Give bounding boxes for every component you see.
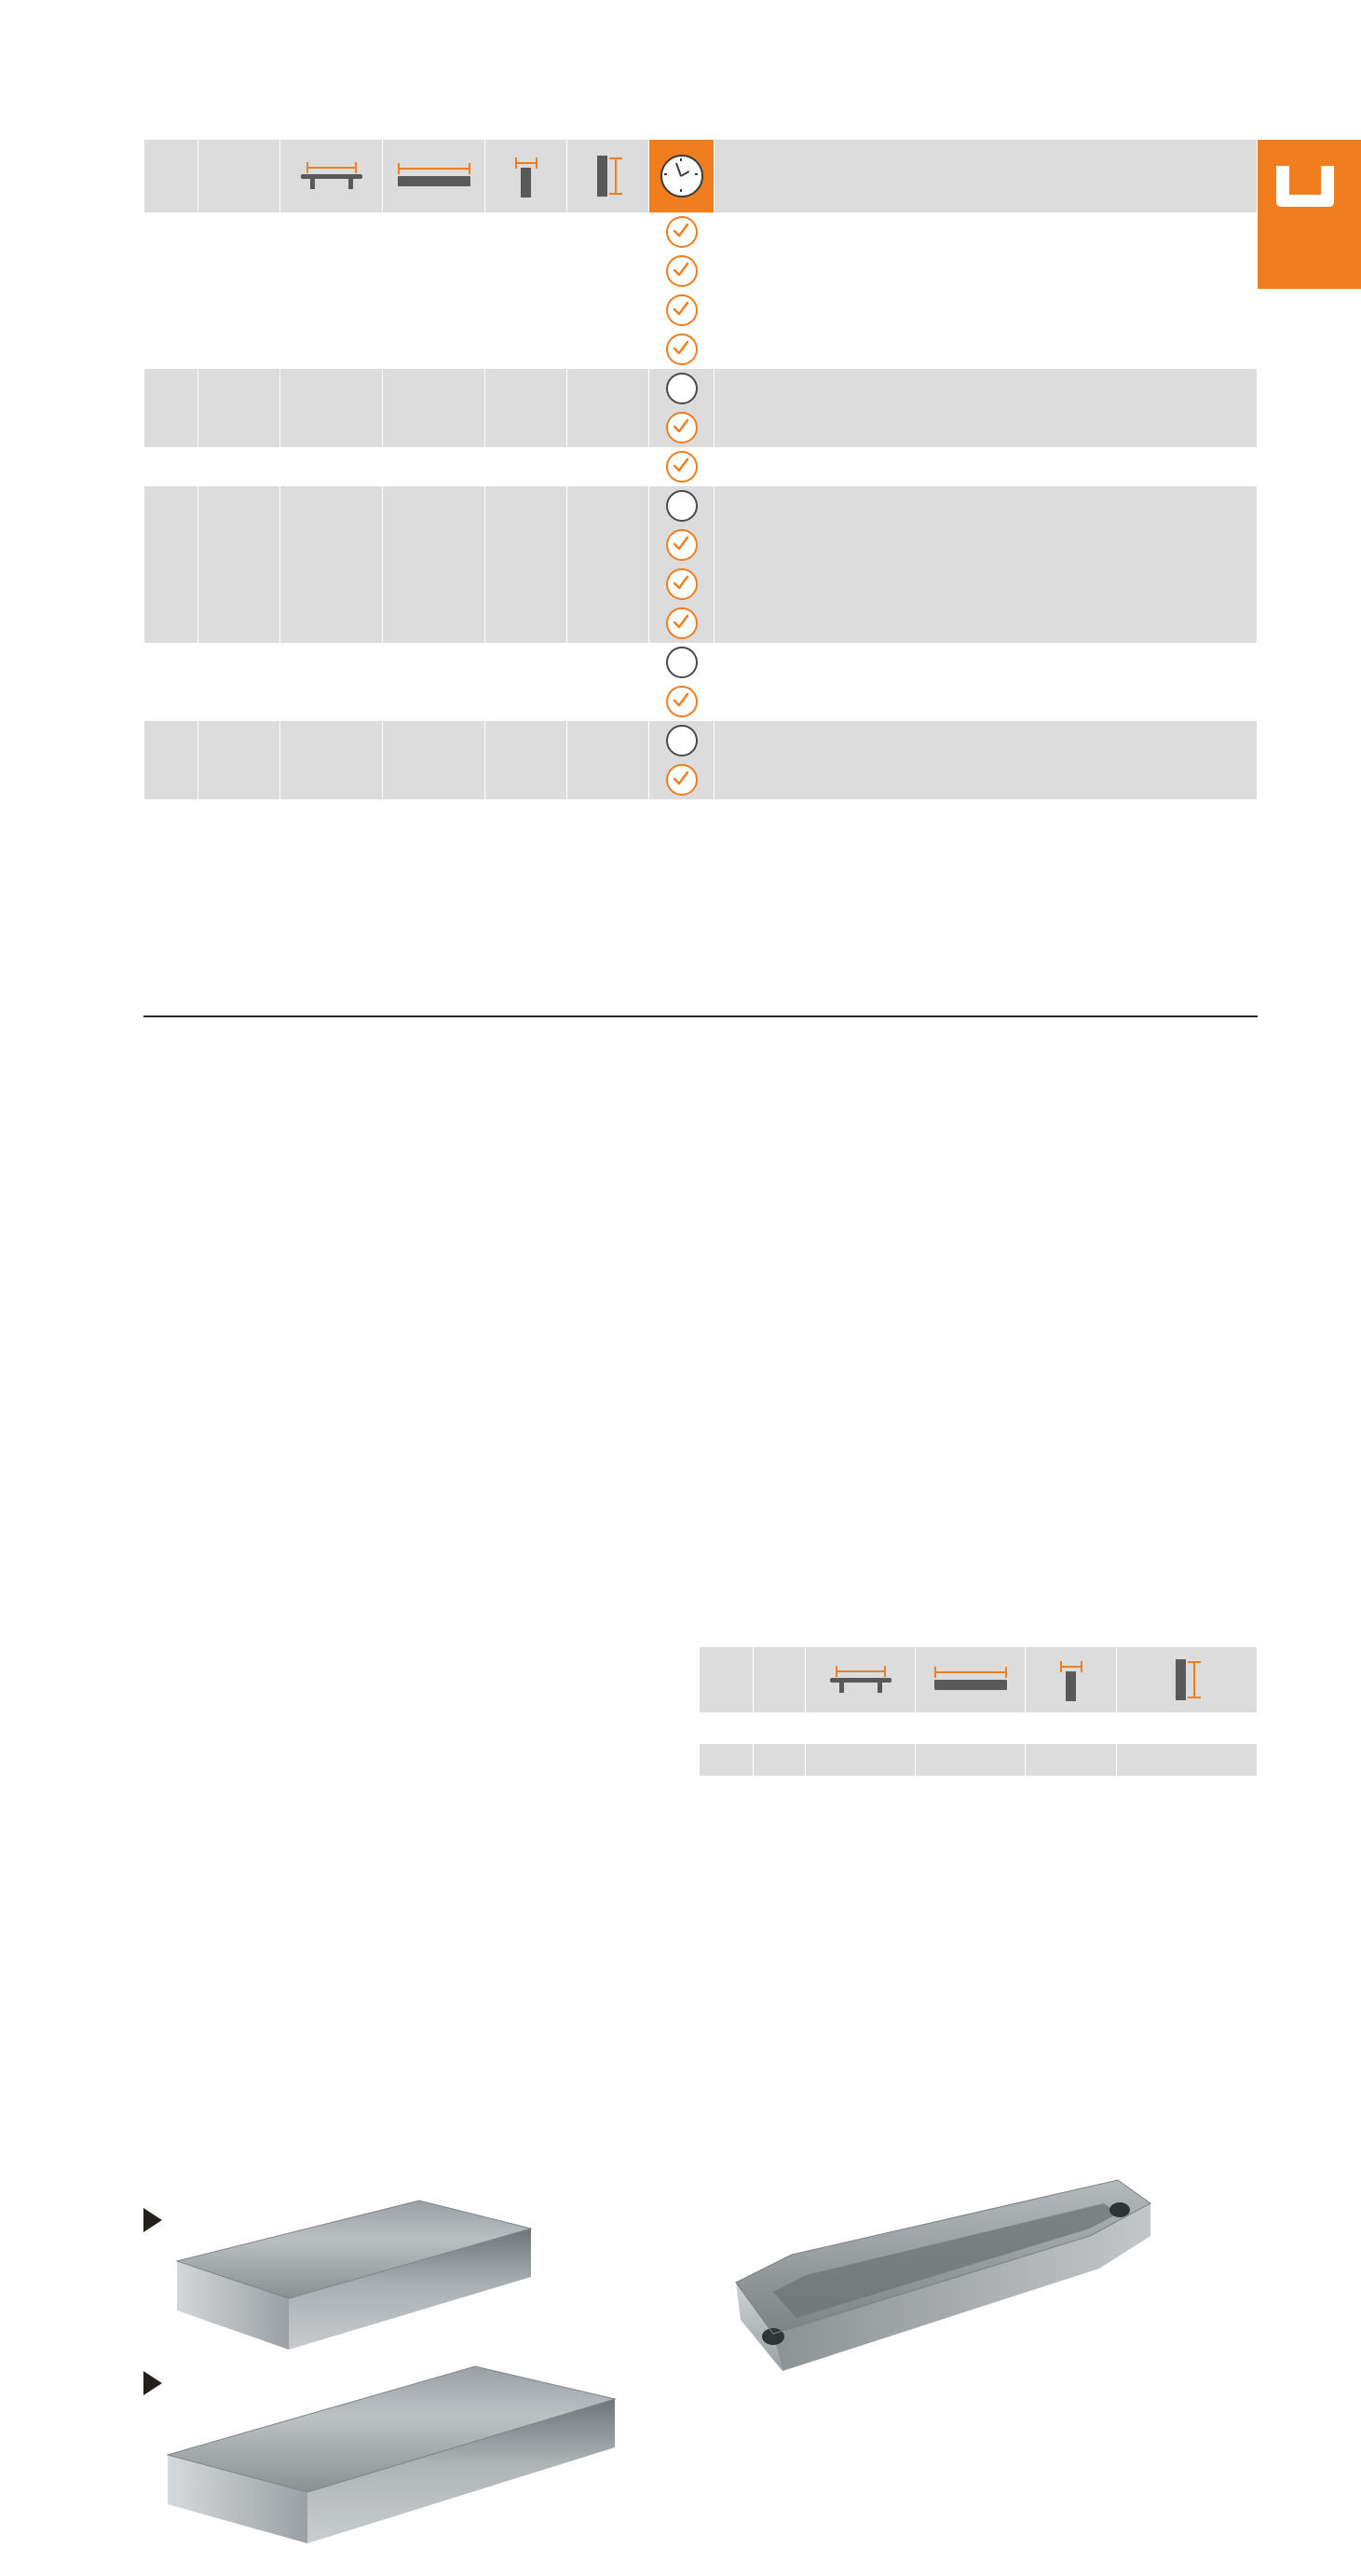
cell-a bbox=[198, 760, 280, 799]
availability-check-icon bbox=[666, 607, 698, 639]
cell-availability bbox=[649, 252, 715, 291]
cell-code bbox=[144, 604, 198, 643]
centre-distance-icon bbox=[826, 1661, 895, 1698]
cell-bar-width bbox=[567, 408, 649, 447]
cell-availability bbox=[649, 721, 715, 760]
cell-total-length bbox=[383, 721, 485, 760]
section-divider bbox=[143, 1015, 1258, 1017]
cell-note bbox=[715, 486, 1258, 525]
cell-centre-distance bbox=[280, 408, 383, 447]
cell-total-length bbox=[383, 369, 485, 408]
cell-availability bbox=[649, 643, 715, 682]
cell-projection bbox=[485, 643, 567, 682]
cell-note bbox=[715, 408, 1258, 447]
cell-code bbox=[144, 369, 198, 408]
cell-code bbox=[144, 565, 198, 604]
header-projection bbox=[485, 140, 567, 212]
mini-cell-total-length bbox=[916, 1712, 1026, 1744]
cell-a bbox=[198, 408, 280, 447]
section-corner-tab bbox=[1258, 140, 1361, 289]
cell-projection bbox=[485, 447, 567, 486]
cell-a bbox=[198, 604, 280, 643]
cell-projection bbox=[485, 252, 567, 291]
mini-table-header-row bbox=[700, 1647, 1258, 1712]
availability-check-icon bbox=[666, 334, 698, 365]
mini-cell-bar-width bbox=[1117, 1744, 1258, 1776]
table-row bbox=[144, 760, 1258, 799]
cell-centre-distance bbox=[280, 447, 383, 486]
centre-distance-icon bbox=[297, 157, 366, 195]
cell-a bbox=[198, 643, 280, 682]
product-photo-area bbox=[0, 1053, 1361, 1630]
cell-total-length bbox=[383, 212, 485, 252]
cell-bar-width bbox=[567, 565, 649, 604]
cell-a bbox=[198, 291, 280, 330]
cell-projection bbox=[485, 408, 567, 447]
cell-centre-distance bbox=[280, 682, 383, 721]
cell-total-length bbox=[383, 252, 485, 291]
cell-bar-width bbox=[567, 447, 649, 486]
cell-total-length bbox=[383, 408, 485, 447]
cell-code bbox=[144, 408, 198, 447]
projection-icon bbox=[1053, 1658, 1090, 1701]
mini-header-centre-distance bbox=[806, 1647, 916, 1712]
cell-centre-distance bbox=[280, 643, 383, 682]
cell-centre-distance bbox=[280, 330, 383, 369]
cell-availability bbox=[649, 369, 715, 408]
cell-centre-distance bbox=[280, 486, 383, 525]
header-centre-distance bbox=[280, 140, 383, 212]
availability-check-icon bbox=[666, 255, 698, 287]
header-availability bbox=[649, 140, 715, 212]
availability-check-icon bbox=[666, 529, 698, 561]
cell-availability bbox=[649, 604, 715, 643]
cell-code bbox=[144, 760, 198, 799]
cell-total-length bbox=[383, 565, 485, 604]
table-row bbox=[144, 252, 1258, 291]
cell-projection bbox=[485, 212, 567, 252]
cell-centre-distance bbox=[280, 525, 383, 565]
cell-centre-distance bbox=[280, 212, 383, 252]
cell-centre-distance bbox=[280, 565, 383, 604]
cell-code bbox=[144, 212, 198, 252]
cell-centre-distance bbox=[280, 369, 383, 408]
cell-bar-width bbox=[567, 760, 649, 799]
table-row bbox=[144, 682, 1258, 721]
cell-projection bbox=[485, 369, 567, 408]
cell-code bbox=[144, 291, 198, 330]
cell-availability bbox=[649, 291, 715, 330]
cell-code bbox=[144, 252, 198, 291]
cell-code bbox=[144, 486, 198, 525]
cell-availability bbox=[649, 447, 715, 486]
mini-cell-a bbox=[754, 1744, 806, 1776]
table-row bbox=[144, 369, 1258, 408]
cell-projection bbox=[485, 565, 567, 604]
availability-empty-icon bbox=[666, 373, 698, 404]
mini-header-a bbox=[754, 1647, 806, 1712]
cell-projection bbox=[485, 682, 567, 721]
table-row bbox=[144, 604, 1258, 643]
header-a bbox=[198, 140, 280, 212]
cell-projection bbox=[485, 604, 567, 643]
table-row bbox=[144, 330, 1258, 369]
cell-a bbox=[198, 682, 280, 721]
header-code bbox=[144, 140, 198, 212]
mini-cell-a bbox=[754, 1712, 806, 1744]
cell-total-length bbox=[383, 330, 485, 369]
mini-header-total-length bbox=[916, 1647, 1026, 1712]
mini-header-projection bbox=[1026, 1647, 1117, 1712]
cell-centre-distance bbox=[280, 760, 383, 799]
bar-width-icon bbox=[1168, 1657, 1205, 1702]
cell-total-length bbox=[383, 291, 485, 330]
cell-note bbox=[715, 291, 1258, 330]
table-row bbox=[144, 525, 1258, 565]
brushed-steel-bar-handle-long bbox=[140, 2352, 661, 2576]
table-row bbox=[144, 212, 1258, 252]
table-header-row bbox=[144, 140, 1258, 212]
availability-check-icon bbox=[666, 686, 698, 717]
specification-table bbox=[143, 140, 1258, 799]
cell-bar-width bbox=[567, 643, 649, 682]
availability-check-icon bbox=[666, 568, 698, 600]
cell-centre-distance bbox=[280, 252, 383, 291]
cell-bar-width bbox=[567, 525, 649, 565]
mini-header-bar-width bbox=[1117, 1647, 1258, 1712]
cell-code bbox=[144, 643, 198, 682]
cell-centre-distance bbox=[280, 721, 383, 760]
availability-empty-icon bbox=[666, 647, 698, 678]
total-length-icon bbox=[931, 1661, 1011, 1698]
cell-total-length bbox=[383, 447, 485, 486]
mini-cell-projection bbox=[1026, 1744, 1117, 1776]
dimensions-mini-table bbox=[699, 1647, 1258, 1776]
cell-note bbox=[715, 760, 1258, 799]
cell-bar-width bbox=[567, 291, 649, 330]
header-note bbox=[715, 140, 1258, 212]
cell-availability bbox=[649, 565, 715, 604]
cell-total-length bbox=[383, 486, 485, 525]
mini-cell-projection bbox=[1026, 1712, 1117, 1744]
clock-icon bbox=[660, 155, 703, 198]
cell-total-length bbox=[383, 760, 485, 799]
total-length-icon bbox=[394, 157, 474, 195]
cell-code bbox=[144, 447, 198, 486]
projection-icon bbox=[508, 155, 545, 198]
header-total-length bbox=[383, 140, 485, 212]
header-bar-width bbox=[567, 140, 649, 212]
mini-cell-total-length bbox=[916, 1744, 1026, 1776]
mini-cell-centre-distance bbox=[806, 1712, 916, 1744]
table-row bbox=[144, 643, 1258, 682]
cell-bar-width bbox=[567, 721, 649, 760]
availability-check-icon bbox=[666, 294, 698, 326]
cell-total-length bbox=[383, 643, 485, 682]
cell-projection bbox=[485, 760, 567, 799]
mini-cell-bar-width bbox=[1117, 1712, 1258, 1744]
cell-note bbox=[715, 330, 1258, 369]
cell-a bbox=[198, 721, 280, 760]
availability-empty-icon bbox=[666, 490, 698, 522]
bar-width-icon bbox=[590, 154, 627, 198]
cell-availability bbox=[649, 212, 715, 252]
cell-total-length bbox=[383, 525, 485, 565]
cell-note bbox=[715, 369, 1258, 408]
cell-a bbox=[198, 369, 280, 408]
mini-cell-code bbox=[700, 1744, 754, 1776]
cell-bar-width bbox=[567, 212, 649, 252]
cell-availability bbox=[649, 486, 715, 525]
cell-note bbox=[715, 604, 1258, 643]
mini-cell-centre-distance bbox=[806, 1744, 916, 1776]
cell-projection bbox=[485, 330, 567, 369]
cell-code bbox=[144, 330, 198, 369]
cell-note bbox=[715, 682, 1258, 721]
cell-centre-distance bbox=[280, 604, 383, 643]
cell-bar-width bbox=[567, 604, 649, 643]
handle-u-shape-icon bbox=[1276, 166, 1334, 207]
cell-projection bbox=[485, 721, 567, 760]
cell-a bbox=[198, 486, 280, 525]
availability-check-icon bbox=[666, 216, 698, 248]
cell-code bbox=[144, 721, 198, 760]
cell-code bbox=[144, 525, 198, 565]
cell-bar-width bbox=[567, 369, 649, 408]
table-row bbox=[144, 721, 1258, 760]
table-row bbox=[144, 291, 1258, 330]
table-row bbox=[144, 408, 1258, 447]
cell-centre-distance bbox=[280, 291, 383, 330]
cell-a bbox=[198, 525, 280, 565]
cell-note bbox=[715, 525, 1258, 565]
cell-a bbox=[198, 565, 280, 604]
cell-availability bbox=[649, 682, 715, 721]
availability-empty-icon bbox=[666, 725, 698, 756]
cell-projection bbox=[485, 486, 567, 525]
cell-availability bbox=[649, 408, 715, 447]
cell-note bbox=[715, 721, 1258, 760]
mini-header-code bbox=[700, 1647, 754, 1712]
cell-availability bbox=[649, 525, 715, 565]
cell-total-length bbox=[383, 682, 485, 721]
cell-code bbox=[144, 682, 198, 721]
cell-a bbox=[198, 212, 280, 252]
cell-note bbox=[715, 643, 1258, 682]
cell-bar-width bbox=[567, 682, 649, 721]
availability-check-icon bbox=[666, 764, 698, 796]
cell-projection bbox=[485, 291, 567, 330]
mini-cell-code bbox=[700, 1712, 754, 1744]
table-row bbox=[144, 565, 1258, 604]
table-row bbox=[144, 447, 1258, 486]
cell-note bbox=[715, 212, 1258, 252]
cell-bar-width bbox=[567, 486, 649, 525]
cell-projection bbox=[485, 525, 567, 565]
cell-bar-width bbox=[567, 330, 649, 369]
cell-availability bbox=[649, 330, 715, 369]
availability-check-icon bbox=[666, 412, 698, 443]
cell-a bbox=[198, 330, 280, 369]
cell-a bbox=[198, 252, 280, 291]
brushed-steel-handle-underside-view bbox=[717, 2171, 1164, 2413]
cell-note bbox=[715, 252, 1258, 291]
cell-bar-width bbox=[567, 252, 649, 291]
cell-note bbox=[715, 565, 1258, 604]
cell-a bbox=[198, 447, 280, 486]
cell-availability bbox=[649, 760, 715, 799]
table-row bbox=[144, 486, 1258, 525]
mini-table-row bbox=[700, 1712, 1258, 1744]
mini-table-row bbox=[700, 1744, 1258, 1776]
cell-total-length bbox=[383, 604, 485, 643]
cell-note bbox=[715, 447, 1258, 486]
availability-check-icon bbox=[666, 451, 698, 483]
